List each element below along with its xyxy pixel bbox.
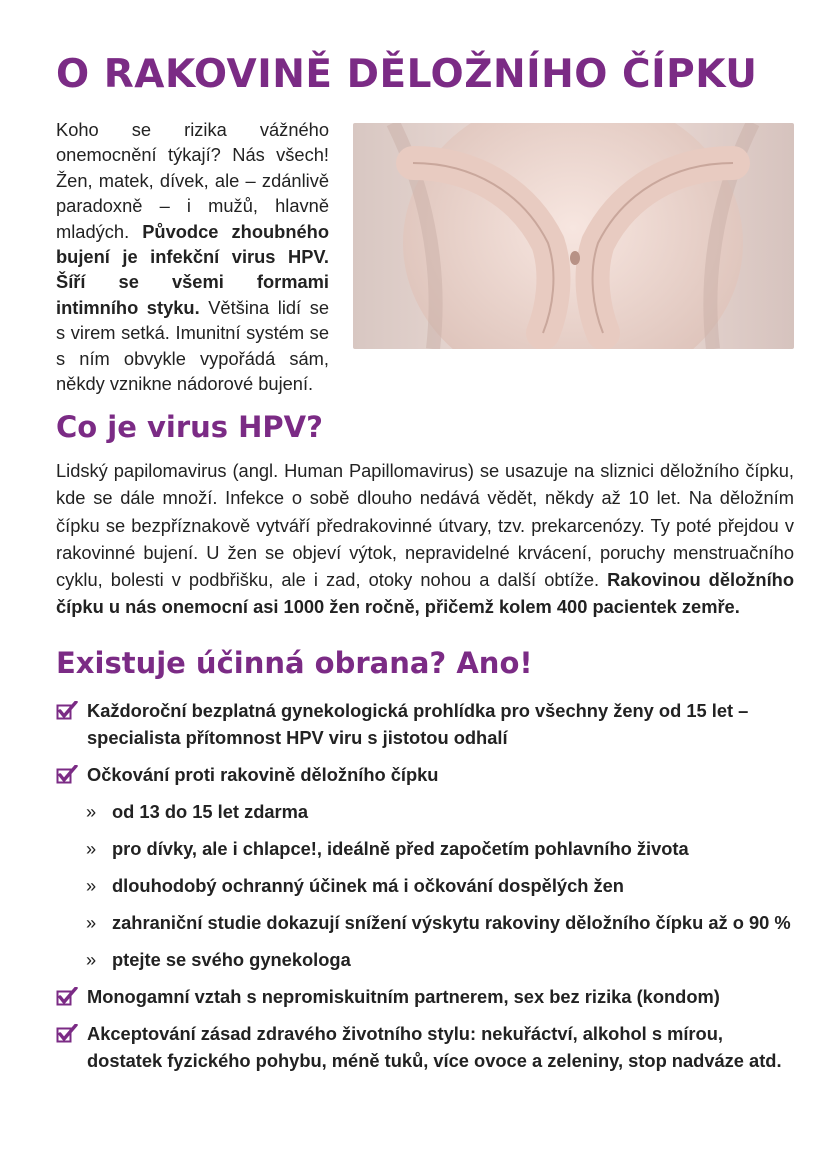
checkbox-tick-icon bbox=[56, 1024, 78, 1044]
checkbox-tick-icon bbox=[56, 701, 78, 721]
heading-hpv: Co je virus HPV? bbox=[56, 410, 323, 444]
sub-list-item bbox=[56, 798, 796, 825]
sub-list-item bbox=[56, 835, 796, 862]
intro-bold: Původce zhoubného bujení je infekční virus HPV. Šíří se všemi formami intimního styku. bbox=[56, 220, 329, 318]
checkbox-tick-icon bbox=[56, 987, 78, 1007]
hpv-text: Lidský papilomavirus (angl. Human Papillomavirus) se usazuje na sliznici děložního čípku, kde se dále množí. Infekce o sobě dlouho nedává vědět, někdy až 10 let. Na děložním čípku se bezpříznakově vytváří předrakovinné útvary, tzv. prekarcenózy. Ty poté přejdou v rakovinné bujení. U žen se objeví výtok, nepravidelné krvácení, poruchy menstruačního cyklu, bolesti v podbřišku, ale i zad, otoky nohou a další obtíže. bbox=[56, 460, 794, 591]
sub-list-item bbox=[56, 872, 796, 899]
defense-list bbox=[56, 697, 796, 1084]
intro-part-1: Koho se rizika vážného onemocnění týkají? Nás všech! Žen, matek, dívek, ale – zdánlivě paradoxně – i mužů, hlavně mladých. bbox=[56, 119, 329, 242]
checklist-item bbox=[56, 761, 796, 788]
sub-list-item bbox=[56, 946, 796, 973]
checklist-item bbox=[56, 1020, 796, 1074]
raquo-bullet: » bbox=[86, 949, 97, 970]
checklist-item-text: Každoroční bezplatná gynekologická prohlídka pro všechny ženy od 15 let – specialista přítomnost HPV viru s jistotou odhalí bbox=[87, 700, 749, 748]
hands-heart-belly-photo bbox=[353, 123, 794, 349]
sub-list-item-text: ptejte se svého gynekologa bbox=[112, 949, 351, 970]
intro-text bbox=[56, 117, 794, 396]
sub-list-item-text: dlouhodobý ochranný účinek má i očkování dospělých žen bbox=[112, 875, 624, 896]
raquo-bullet: » bbox=[86, 875, 97, 896]
checklist-item bbox=[56, 983, 796, 1010]
checklist-item-text: Akceptování zásad zdravého životního stylu: nekuřáctví, alkohol s mírou, dostatek fyzického pohybu, méně tuků, více ovoce a zeleniny, stop nadváze atd. bbox=[87, 1023, 782, 1071]
raquo-bullet: » bbox=[86, 912, 97, 933]
hpv-bold: Rakovinou děložního čípku u nás onemocní asi 1000 žen ročně, přičemž kolem 400 pacientek zemře. bbox=[56, 569, 794, 618]
heading-defense: Existuje účinná obrana? Ano! bbox=[56, 646, 533, 680]
checklist-item-text: Očkování proti rakovině děložního čípku bbox=[87, 764, 439, 785]
sub-list-item-text: od 13 do 15 let zdarma bbox=[112, 801, 309, 822]
hpv-paragraph bbox=[56, 457, 794, 621]
sub-list-item-text: pro dívky, ale i chlapce!, ideálně před započetím pohlavního života bbox=[112, 838, 689, 859]
checklist-item bbox=[56, 697, 796, 751]
raquo-bullet: » bbox=[86, 801, 97, 822]
raquo-bullet: » bbox=[86, 838, 97, 859]
sub-list-item bbox=[56, 909, 796, 936]
sub-list-item-text: zahraniční studie dokazují snížení výskytu rakoviny děložního čípku až o 90 % bbox=[112, 912, 791, 933]
page-title: O RAKOVINĚ DĚLOŽNÍHO ČÍPKU bbox=[56, 52, 758, 97]
checkbox-tick-icon bbox=[56, 765, 78, 785]
intro-part-2: Většina lidí se s virem setká. Imunitní systém se s ním obvykle vypořádá sám, někdy vznikne nádorové bujení. bbox=[56, 296, 329, 395]
checklist-item-text: Monogamní vztah s nepromiskuitním partnerem, sex bez rizika (kondom) bbox=[87, 986, 720, 1007]
